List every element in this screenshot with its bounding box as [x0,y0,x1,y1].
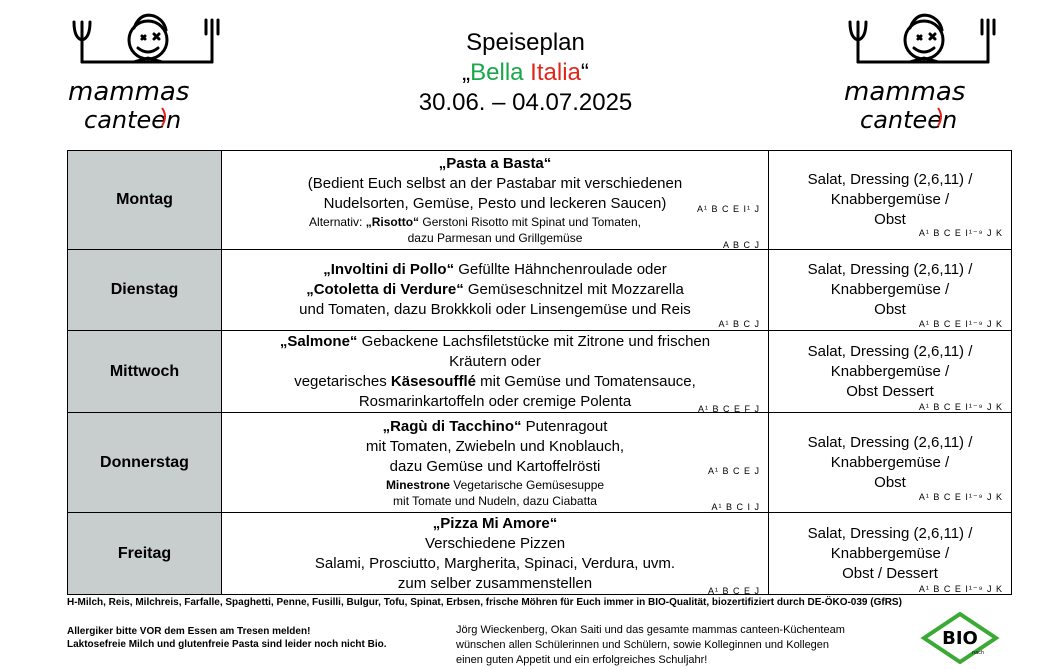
alt-line: dazu Parmesan und Grillgemüse [407,231,583,245]
side-line: Obst [874,211,906,228]
side-cell [769,250,1012,331]
lactose-note: Laktosefreie Milch und glutenfreie Pasta sind leider noch nicht Bio. [67,639,387,650]
team-greeting-line: einen guten Appetit und ein erfolgreiches Schuljahr! [456,654,708,666]
theme-word-red: Italia [530,59,581,86]
alt-dish-name: „Risotto“ [365,215,420,229]
alt-label: Alternativ: [309,215,363,229]
logo-text-line2: canteen [860,106,958,134]
main-dish-cell: „Salmone“ Gebackene Lachsfiletstücke mit Zitrone und frischen Kräutern oder vegetarisches Käsesoufflé mit Gemüse und Tomatensauce, Rosmarinkartoffeln oder cremige Polenta A¹ B C E F J [222,331,769,413]
allergen-code: A¹ B C E I¹⁻⁹ J K [918,584,1003,594]
side-line: Salat, Dressing (2,6,11) / [807,171,973,188]
side-line: Salat, Dressing (2,6,11) / [807,342,973,360]
day-label: Freitag [68,513,222,595]
side-line: Salat, Dressing (2,6,11) / [807,524,973,542]
menu-table [67,150,1012,595]
bio-seal-icon [920,612,1000,664]
theme-word-green: Bella [470,59,524,86]
dish-line: Nudelsorten, Gemüse, Pesto und leckeren Saucen) [323,195,667,212]
allergen-code: A¹ B C J [718,319,760,329]
day-label: Dienstag [68,250,222,331]
side-cell [769,331,1012,413]
allergen-code: A¹ B C E J [707,466,760,476]
dish-line: Salami, Prosciutto, Margherita, Spinaci, Verdura, uvm. [314,554,676,572]
main-dish-cell [222,151,769,250]
dish-title: „Salmone“ [279,332,358,350]
alt-line: mit Tomate und Nudeln, dazu Ciabatta [393,493,597,508]
team-greeting-line: Jörg Wieckenberg, Okan Saiti und das gesamte mammas canteen-Küchenteam [456,624,845,636]
dish-title: „Pizza Mi Amore“ [432,514,558,532]
menu-row-freitag [68,513,1012,595]
date-range: 30.06. – 04.07.2025 [418,89,633,116]
dish-title: Käsesoufflé [390,372,476,390]
bio-seal-label: BIO [942,628,978,649]
side-line: Obst [874,473,906,491]
dish-line: Rosmarinkartoffeln oder cremige Polenta [358,392,632,410]
allergen-code: A¹ B C E I¹ J [696,204,760,214]
bio-info-line: H-Milch, Reis, Milchreis, Farfalle, Spaghetti, Penne, Fusilli, Bulgur, Tofu, Spinat, Erbsen, frische Möhren für Euch immer in BIO-Qualität, biozertifiziert durch DE-ÖKO-039 (GfRS) [67,597,902,608]
menu-row-dienstag [68,250,1012,331]
allergen-code: A¹ B C E F J [697,404,760,414]
page-title: Speiseplan [466,29,585,56]
dish-line: und Tomaten, dazu Brokkkoli oder Linsengemüse und Reis [299,301,691,318]
dish-line: zum selber zusammenstellen [397,574,593,592]
side-line: Knabbergemüse / [830,544,950,562]
side-cell [769,513,1012,595]
day-label: Montag [68,151,222,250]
allergen-code: A¹ B C E I¹⁻⁹ J K [918,228,1003,238]
bio-seal-sub: nach [971,650,985,656]
dish-line: (Bedient Euch selbst an der Pastabar mit verschiedenen [307,175,683,192]
dish-title: „Cotoletta di Verdure“ [306,281,464,298]
side-line: Knabbergemüse / [830,362,950,380]
dish-line: mit Tomaten, Zwiebeln und Knoblauch, [365,437,625,455]
allergen-code: A B C J [722,240,760,250]
side-line: Salat, Dressing (2,6,11) / [807,261,973,278]
side-line: Salat, Dressing (2,6,11) / [807,433,973,451]
allergen-code: A¹ B C E J [707,586,760,596]
allergy-note: Allergiker bitte VOR dem Essen am Tresen melden! [67,626,311,637]
dish-title: „Ragù di Tacchino“ [382,417,522,435]
menu-row-montag [68,151,1012,250]
allergen-code: A¹ B C E I¹⁻⁹ J K [918,402,1003,412]
dish-line: Kräutern oder [449,352,541,370]
dish-title: „Pasta a Basta“ [438,155,552,172]
dish-line: Verschiedene Pizzen [424,534,566,552]
alt-dish-name: Minestrone [385,477,450,492]
allergen-code: A¹ B C E I¹⁻⁹ J K [918,492,1003,502]
side-line: Knabbergemüse / [830,281,950,298]
alt-line: Gerstoni Risotto mit Spinat und Tomaten, [422,215,641,229]
theme-title: „Bella Italia“ [462,59,589,86]
main-dish-cell: „Ragù di Tacchino“ Putenragout mit Tomaten, Zwiebeln und Knoblauch, dazu Gemüse und Kartoffelrösti A¹ B C E J Minestrone Vegetarische Gemüsesuppe mit Tomate und Nudeln, dazu Ciabatta A¹ B C I J [222,413,769,513]
main-dish-cell [222,513,769,595]
main-dish-cell: „Involtini di Pollo“ Gefüllte Hähnchenroulade oder „Cotoletta di Verdure“ Gemüseschnitzel mit Mozzarella und Tomaten, dazu Brokkkoli oder Linsengemüse und Reis A¹ B C J [222,250,769,331]
menu-row-donnerstag [68,413,1012,513]
side-line: Obst [874,301,906,318]
day-label: Mittwoch [68,331,222,413]
dish-line: dazu Gemüse und Kartoffelrösti [389,457,601,475]
side-line: Obst Dessert [846,382,934,400]
logo-text-line1: mammas [68,77,190,107]
logo-text-line1: mammas [844,77,966,107]
allergen-code: A¹ B C I J [711,502,760,512]
day-label: Donnerstag [68,413,222,513]
side-line: Knabbergemüse / [830,191,950,208]
page-header [0,28,1051,118]
menu-row-mittwoch [68,331,1012,413]
side-cell [769,151,1012,250]
side-line: Knabbergemüse / [830,453,950,471]
dish-title: „Involtini di Pollo“ [323,261,455,278]
team-greeting-line: wünschen allen Schülerinnen und Schülern, sowie Kolleginnen und Kollegen [456,639,830,651]
logo-text-line2: canteen [84,106,182,134]
allergen-code: A¹ B C E I¹⁻⁹ J K [918,319,1003,329]
side-line: Obst / Dessert [842,564,938,582]
side-cell [769,413,1012,513]
